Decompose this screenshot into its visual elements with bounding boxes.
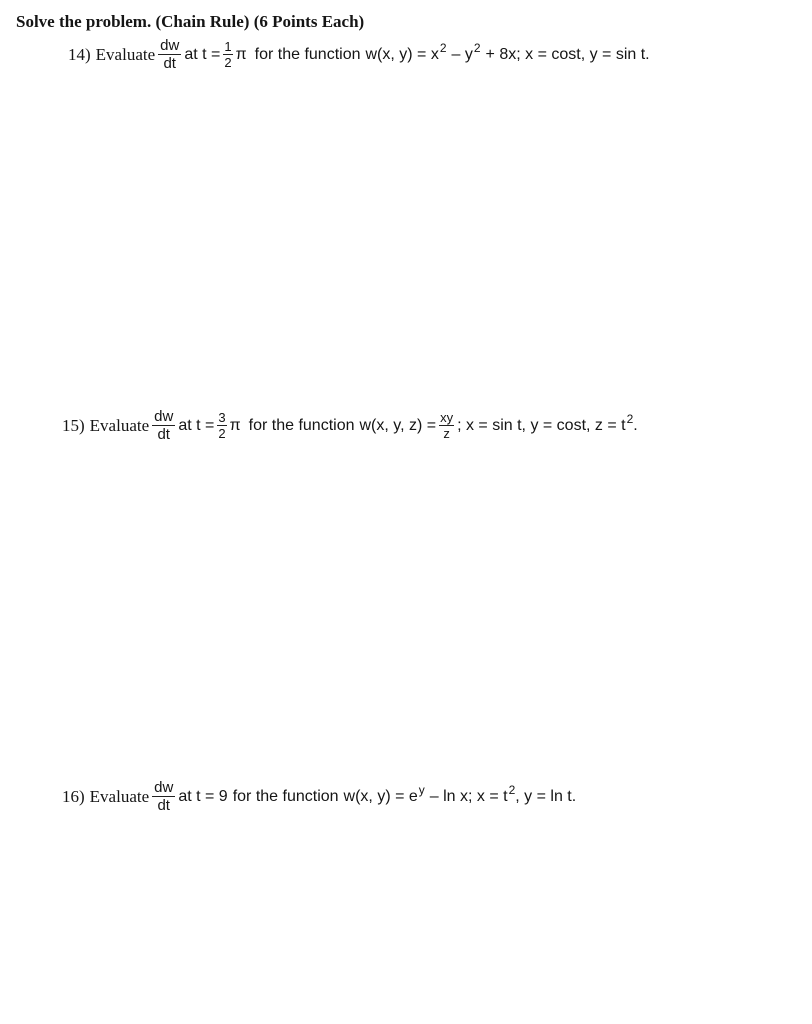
derivative-fraction <box>152 409 175 442</box>
at-t-label: at t = <box>184 45 221 63</box>
function-middle: – ln x; x = t <box>429 787 508 805</box>
exponent: 2 <box>626 411 634 426</box>
problem-number: 14) <box>68 44 91 64</box>
derivative-denominator: dt <box>157 797 170 814</box>
section-heading: Solve the problem. (Chain Rule) (6 Points Each) <box>16 12 365 31</box>
derivative-denominator: dt <box>163 55 176 72</box>
function-middle: – y <box>451 45 473 63</box>
exponent: y <box>418 782 425 797</box>
at-t-label: at t = <box>178 416 215 434</box>
function-rest: + 8x; x = cost, y = sin t. <box>485 45 650 63</box>
end-period: . <box>633 416 638 434</box>
t-denominator: 2 <box>224 55 232 70</box>
problem-number: 16) <box>62 786 85 806</box>
derivative-denominator: dt <box>157 426 170 443</box>
derivative-numerator: dw <box>154 408 174 425</box>
pi-symbol: π <box>235 45 247 63</box>
problem-number: 15) <box>62 415 85 435</box>
t-value-fraction <box>217 411 226 440</box>
for-function-text: for the function <box>254 45 361 63</box>
t-numerator: 1 <box>224 39 232 54</box>
t-value-fraction <box>223 40 232 69</box>
problem-15 <box>62 409 638 442</box>
derivative-numerator: dw <box>160 37 180 54</box>
exponent: 2 <box>508 782 516 797</box>
t-numerator: 3 <box>218 410 226 425</box>
problem-verb: Evaluate <box>95 44 156 64</box>
exponent: 2 <box>473 40 481 55</box>
problem-verb: Evaluate <box>89 786 150 806</box>
at-t-label: at t = 9 <box>178 787 228 805</box>
function-numerator: xy <box>440 410 454 425</box>
problem-14 <box>68 38 650 71</box>
function-rest: , y = ln t. <box>515 787 577 805</box>
derivative-numerator: dw <box>154 779 174 796</box>
function-rest: ; x = sin t, y = cost, z = t <box>457 416 626 434</box>
problem-16 <box>62 780 576 813</box>
function-lhs: w(x, y) = e <box>343 787 418 805</box>
derivative-fraction <box>152 780 175 813</box>
exponent: 2 <box>439 40 447 55</box>
function-denominator: z <box>443 426 450 441</box>
function-lhs: w(x, y) = x <box>365 45 439 63</box>
pi-symbol: π <box>229 416 241 434</box>
derivative-fraction <box>158 38 181 71</box>
problem-verb: Evaluate <box>89 415 150 435</box>
function-fraction <box>439 411 454 440</box>
t-denominator: 2 <box>218 426 226 441</box>
for-function-text: for the function <box>232 787 339 805</box>
function-lhs: w(x, y, z) = <box>359 416 437 434</box>
for-function-text: for the function <box>248 416 355 434</box>
